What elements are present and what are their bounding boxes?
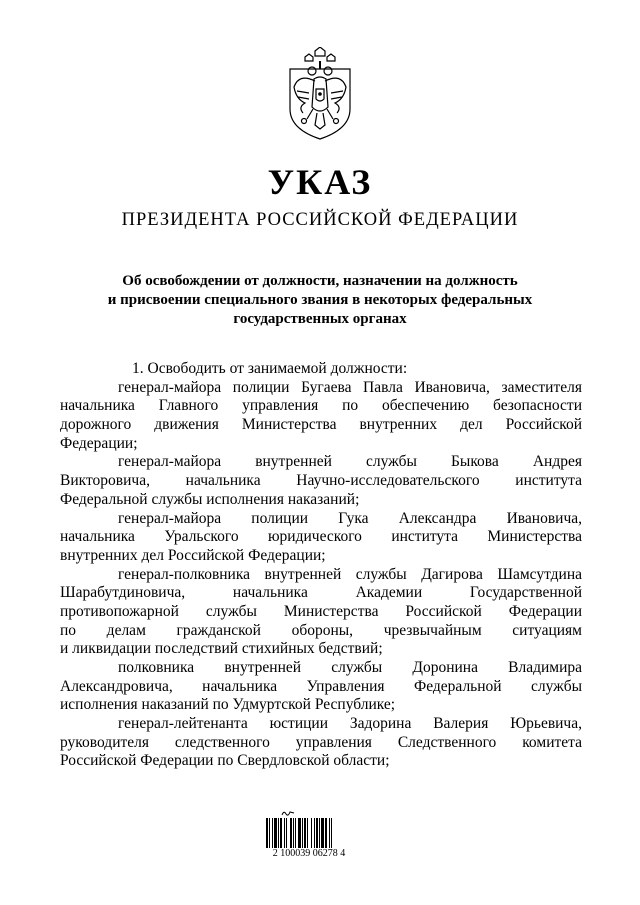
body-line: генерал-майора полиции Гука Александра Ивановича, (118, 509, 582, 527)
body-line: и ликвидации последствий стихийных бедствий; (60, 640, 383, 658)
body-line: полковника внутренней службы Доронина Владимира (118, 659, 582, 676)
body-line: Федерации; (60, 434, 138, 452)
coat-of-arms-emblem (285, 47, 355, 142)
body-line: по делам гражданской обороны, чрезвычайным ситуациям (60, 621, 582, 639)
body-line: начальника Главного управления по обеспечению безопасности (60, 397, 582, 415)
body-line: Викторовича, начальника Научно-исследовательского института (60, 472, 582, 490)
body-line: Шарабутдиновича, начальника Академии Государственной (60, 584, 582, 602)
barcode-icon (266, 818, 354, 848)
body-line: генерал-майора внутренней службы Быкова Андрея (118, 453, 582, 471)
document-title: УКАЗ (267, 162, 373, 202)
body-line: противопожарной службы Министерства Российской Федерации (60, 602, 582, 620)
body-line: Александровича, начальника Управления Федеральной службы (60, 677, 582, 695)
body-line: начальника Уральского юридического института Министерства (60, 528, 582, 546)
body-line: Федеральной службы исполнения наказаний; (60, 490, 360, 508)
body-line: 1. Освободить от занимаемой должности: (132, 360, 408, 377)
body-line: исполнения наказаний по Удмуртской Республике; (60, 696, 396, 714)
body-line: дорожного движения Министерства внутренних дел Российской (60, 416, 582, 434)
heading-line: государственных органах (233, 311, 407, 327)
barcode-number: 2 100039 06278 4 (272, 848, 346, 859)
handwritten-mark (281, 809, 295, 817)
body-line: Российской Федерации по Свердловской области; (60, 752, 390, 770)
decree-body (60, 360, 582, 771)
heading-line: Об освобождении от должности, назначении на должность (122, 273, 518, 289)
body-line: генерал-лейтенанта юстиции Задорина Валерия Юрьевича, (118, 715, 582, 733)
body-line: генерал-майора полиции Бугаева Павла Ивановича, заместителя (118, 378, 582, 396)
decree-heading (60, 272, 580, 329)
document-subtitle: ПРЕЗИДЕНТА РОССИЙСКОЙ ФЕДЕРАЦИИ (121, 210, 519, 230)
body-line: руководителя следственного управления Следственного комитета (60, 733, 582, 751)
heading-line: и присвоении специального звания в некоторых федеральных (107, 292, 533, 308)
body-line: генерал-полковника внутренней службы Дагирова Шамсутдина (118, 565, 582, 583)
body-line: внутренних дел Российской Федерации; (60, 546, 326, 564)
